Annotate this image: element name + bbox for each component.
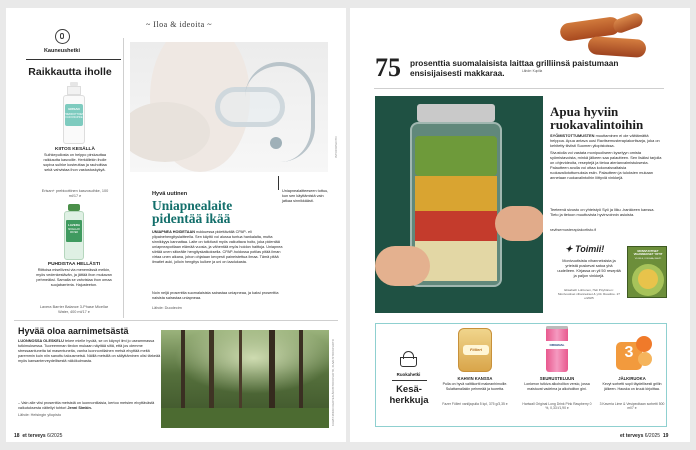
- product1-heading: KIITOS KESÄLLÄ: [55, 147, 95, 152]
- forest-body: [18, 339, 162, 401]
- cpap-kicker: Hyvä uutinen: [152, 191, 188, 197]
- forest-photo: [161, 330, 329, 428]
- cpap-body-lead: UNIAPNEA HOIDETAAN: [152, 230, 196, 234]
- can-package-text: ORIGINAL: [546, 341, 568, 349]
- item3-desc: Kevyt sorbetti sopii täydellisesti grillin jälkeen. Hauska on kruuk kirjoittaa.: [602, 382, 662, 391]
- item3-heading: JÄLKIRUOKA: [618, 376, 646, 381]
- item2-meta: Hartwall Original Long Drink Pink Raspberry 0 %, 0,33 l/1,90 e: [522, 402, 592, 411]
- pulla-package: [458, 328, 492, 372]
- can-package: [546, 326, 568, 372]
- erisan-label-text: PREBIOOTTINEN KASVOSUIHKE: [64, 113, 84, 119]
- item1-desc: Pulla on hyvä valttikortti makeanhimoille. Sulattamallakin pehmeää ja tuoretta.: [442, 382, 508, 391]
- left-issue: 6/2025: [47, 433, 63, 439]
- lavera-label-brand: LAVERA: [67, 223, 81, 227]
- forest-photo-credit: KUVAT MIKKO KERTEN ÄKI/ISTOCKPHOTO, KUVA ISTOCKPHOTO: [331, 339, 335, 426]
- item1-meta: Fazer Fölleri vaniljapulla 5 kpl, 375 g/3,35 e: [442, 402, 508, 406]
- summer-box: [375, 323, 667, 427]
- cpap-body: [152, 230, 288, 290]
- book-cover: [627, 246, 667, 298]
- book-title: MONIVUOTISET VIHANNEKSET YRTIT: [633, 249, 663, 257]
- item1-heading: KAHVIN KANSSA: [457, 376, 493, 381]
- lavera-bottle: [64, 204, 84, 260]
- forest-source: Lähde: Helsingin yliopisto: [18, 413, 62, 417]
- tip-title: [565, 244, 604, 255]
- lavera-label-text: MICELLAR WATER: [68, 229, 80, 234]
- erisan-spray-bottle: [62, 82, 86, 144]
- forest-body-lead: LUONNOSSA OLESKELU: [18, 339, 64, 343]
- left-magazine-name: et terveys: [22, 433, 46, 439]
- item2-desc: Lonkeron tutkiva alkoholiton versio, jossa maistuvat vadelma ja alkoholiton gini.: [524, 382, 590, 391]
- forest-author: Jenni Simkin.: [67, 406, 92, 410]
- food-body-lead: SYÖMISTOTTUMUSTEN: [550, 133, 595, 138]
- sorbet-package: [616, 332, 652, 372]
- grill-stat-text: prosenttia suomalaisista laittaa grilliinsä paistumaan ensisijaisesti makkaraa.: [410, 58, 619, 78]
- left-footer: [14, 433, 62, 439]
- product2-desc: Riittoisa misellivesi via menemässä meikin, myös vedenkestävän, ja jättää ihon mukavan pehmeäksi. Samalla se vahvistaa ihon omaa suojabarrieria. Hajusteeton.: [36, 268, 112, 287]
- food-body3: Teeteenä sivusto on yhteistyö Syö ja liiku -hankkeen kanssa. Tieto ja tietoon muuttuvista hyvinvoinnin asioista.: [550, 207, 655, 217]
- cpap-photo-credit: ISTOCKPHOTO: [334, 136, 338, 158]
- grill-stat-number: 75: [375, 53, 401, 82]
- beauty-logo-icon: [55, 29, 70, 44]
- tip-star-icon: ✦: [565, 244, 573, 254]
- right-footer: [620, 433, 668, 439]
- erisan-label-brand: ERISAN: [68, 107, 80, 111]
- left-page-number: 18: [14, 433, 20, 439]
- product1-desc: Suihkepullosta on helppo pirskauttaa raikkautta kasvoille. Herkällekin iholle sopiva suihke kosteuttaa ja rauhoittaa sekä vahvistaa ihon vastustuskykyä.: [43, 153, 107, 172]
- product2-meta: Lavera Barrier Balance 3-Phase Micellar Water, 400 ml/17 e: [39, 305, 109, 314]
- left-page: [6, 8, 346, 442]
- tip-title-text: Toimii!: [575, 244, 605, 254]
- tip-text: Monivuotisista vihanneksista ja yrteistä puskevat satoa yhä uudelleen. Kirjassa on yli 50 reseptiä ja paljon vinkkejä.: [557, 258, 621, 278]
- summer-title: Kesä-herkkuja: [389, 384, 429, 406]
- product1-meta: Erisan+ prebioottinen kasvosuihke, 100 ml/17 e: [41, 189, 109, 198]
- beauty-title: Raikkautta iholle: [28, 66, 112, 78]
- basket-icon: [400, 351, 417, 367]
- forest-body2-text: – Vain alle viisi prosenttia metsistä on luonnontilaisia, kertoo metsien elvyttävästä vaikutuksesta väitellyt tohtori: [18, 401, 155, 410]
- pulla-package-text: Fölleri: [463, 345, 489, 355]
- cpap-photo: [130, 42, 328, 172]
- right-magazine-name: et terveys: [620, 433, 644, 439]
- forest-body2: [18, 401, 162, 411]
- cpap-title: Uniapnealaite pidentää ikää: [152, 198, 233, 226]
- grill-stat-source: Lähde: Kupilla: [522, 69, 543, 73]
- right-issue: 6/2025: [644, 433, 661, 439]
- section-header: ~ Iloa & ideoita ~: [145, 20, 213, 29]
- item2-heading: SEURUSTELUUN: [539, 376, 575, 381]
- forest-title: Hyvää oloa aarnimetsästä: [18, 326, 129, 336]
- cpap-body-text: nukkuessa pidettävällä CPAP- eli ylipainehengityslaitteella. Sen käyttö voi alussa tuntua hankalalta, mutta sinnikkyys kannattaa. Laite on tutkitusti myös vaikuttava hoito, joka pidentää uniapneapotilaan elämää vuosia, ja vähentää myös hoidon haittoja. Uniapnea siirtää unen sitkeälle hengityskatkoksella. CPAP-hoidossa potilas pitää ilman virtaa unen aikana, johon ohjataan kevyesti paineistettua ilmaa. Tämä pitää ilmatiet auki, jolloin hengitys kulkee ja uni on laadukasta.: [152, 230, 283, 264]
- forest-body-text: tekee mielle hyvää, se on käynyt ilmi jo useammassa tutkimuksessa. Tuoreemman tiedon mukaan näyttää siltä, että jos olemme stressaantuneita tai masentuneita, vanha luonnontilainen metsä elvyttää meitä paremmin kuin niin sanottu talousmetsä. Näillä metsillä on säilyttäminen olisi tärkeää myös kansanterveydellisestä näkökulmasta.: [18, 339, 161, 363]
- cpap-body2: Noin neljä prosenttia suomalaisista sairastaa uniapneaa, ja kaksi prosenttia naisista sairastaa uniapneaa.: [152, 291, 279, 300]
- food-body: [550, 133, 662, 148]
- food-body2: Sivustolla voi vastata monipuoliseen kyselyyn omista syömistavoista, minkä jälkeen saa palautteen. Sen lisäksi tarjolla on ohjevideoita, reseptejä ja tietoa aterianvalmistuksesta. Palautteen avulla voi ottaa kokonaisvaltaisia ruokavaliotottumuksia esiin. Palautteen ja tuloksien mukaan annetaan ruokavalintoihin liittyviä vinkkejä.: [550, 150, 662, 180]
- beauty-column: [6, 8, 120, 323]
- sorbet-package-text: 3: [624, 344, 634, 361]
- beauty-kicker: Kauneushetki: [43, 48, 81, 54]
- item3-meta: 3 Kaveria Lime & Vesipeoltaan sorbetti 500 ml/7 e: [599, 402, 665, 411]
- food-title: Apua hyviin ruokavalintoihin: [550, 104, 644, 132]
- right-page: [350, 8, 690, 442]
- product2-heading: PUHDISTAA HELLÄSTI: [47, 262, 101, 267]
- salad-jar-photo: [375, 96, 543, 313]
- food-url: ravitsemusterapiakortisto.fi: [550, 227, 597, 232]
- food-body-text: muuttaminen ei ole välttämättä helppoa. Apua antava uusi Ravitsemusterapiakortisarja, joka on kehitetty tiiviisti Suomen yliopistoissa.: [550, 133, 660, 148]
- cpap-callout: Uniapnealaitteeseen tottuu, kun sen käyttämistä vain jatkaa sinnikkäästi.: [282, 189, 329, 203]
- book-subtitle: VILJELE, KOKKAA, NAUTI: [634, 258, 662, 260]
- right-page-number: 19: [662, 433, 669, 439]
- summer-kicker: Ruokahetki: [396, 372, 421, 377]
- tip-meta: Elisabeth Lohtonen, Heli Pöyhönen: Monivuotiset vihannekset & yrtit. Readme. 27 e/2025: [557, 288, 621, 300]
- cpap-source: Lähde: Duodecim: [152, 306, 182, 310]
